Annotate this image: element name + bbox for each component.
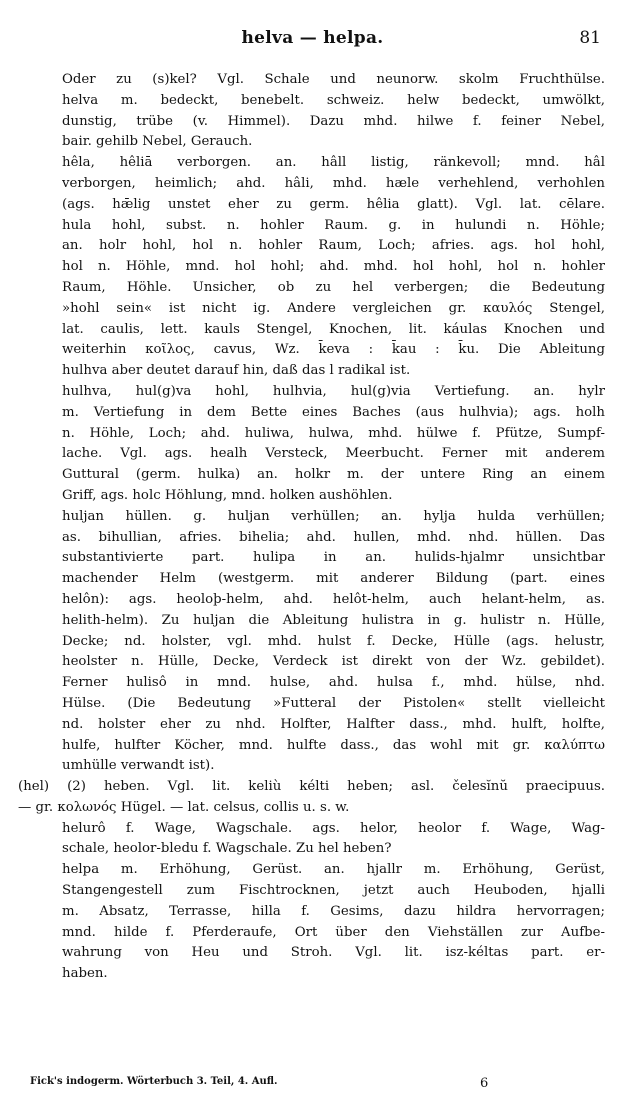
text-line: hula hohl, subst. n. hohler Raum. g. in hulundi n. Höhle; [62, 217, 605, 233]
text-line: dunstig, trübe (v. Himmel). Dazu mhd. hilwe f. feiner Nebel, [62, 113, 605, 129]
text-line: Oder zu (s)kel? Vgl. Schale und neunorw. skolm Fruchthülse. [62, 72, 605, 87]
text-line: huljan hüllen. g. huljan verhüllen; an. hylja hulda verhüllen; [62, 508, 605, 524]
text-line: lache. Vgl. ags. healh Versteck, Meerbucht. Ferner mit anderem [62, 446, 605, 462]
text-line: n. Höhle, Loch; ahd. huliwa, hulwa, mhd. hülwe f. Pfütze, Sumpf- [62, 425, 605, 441]
text-line: umhülle verwandt ist). [62, 758, 215, 774]
page-number: 81 [579, 28, 601, 48]
page-footer [30, 1076, 590, 1092]
text-line: mnd. hilde f. Pferderaufe, Ort über den Viehställen zur Aufbe- [62, 924, 605, 940]
text-line: helôn): ags. heoloþ-helm, ahd. helôt-helm, auch helant-helm, as. [62, 591, 605, 607]
text-line: heolster n. Hülle, Decke, Verdeck ist direkt von der Wz. gebildet). [62, 654, 605, 670]
text-line: helpa m. Erhöhung, Gerüst. an. hjallr m. Erhöhung, Gerüst, [62, 862, 605, 878]
text-line: Hülse. (Die Bedeutung »Futteral der Pistolen« stellt vielleicht [62, 695, 605, 711]
text-line: hulhva, hul(g)va hohl, hulhvia, hul(g)via Vertiefung. an. hylr [62, 383, 605, 399]
text-line: verborgen, heimlich; ahd. hâli, mhd. hæle verhehlend, verhohlen [62, 175, 605, 191]
text-line: (ags. hǣlig unstet eher zu germ. hêlia glatt). Vgl. lat. cēlare. [62, 196, 605, 212]
text-line: schale, heolor-bledu f. Wagschale. Zu hel heben? [62, 841, 392, 857]
text-line: wahrung von Heu und Stroh. Vgl. lit. isz-kéltas part. er- [62, 945, 605, 961]
text-line: weiterhin κοῖλος, cavus, Wz. k̄eva : k̄au : k̄u. Die Ableitung [62, 342, 605, 358]
text-line: haben. [62, 966, 108, 982]
text-line: helva m. bedeckt, benebelt. schweiz. helw bedeckt, umwölkt, [62, 92, 605, 108]
text-line: m. Vertiefung in dem Bette eines Baches (aus hulhvia); ags. holh [62, 404, 605, 420]
text-line: substantivierte part. hulipa in an. hulids-hjalmr unsichtbar [62, 550, 605, 566]
text-line: hulhva aber deutet darauf hin, daß das l radikal ist. [62, 363, 411, 379]
text-line: an. holr hohl, hol n. hohler Raum, Loch; afries. ags. hol hohl, [62, 238, 605, 254]
signature-mark: 6 [480, 1076, 489, 1091]
text-line: Griff, ags. holc Höhlung, mnd. holken aushöhlen. [62, 487, 393, 503]
footer-source: Fick's indogerm. Wörterbuch 3. Teil, 4. Aufl. [30, 1076, 278, 1087]
text-line: m. Absatz, Terrasse, hilla f. Gesims, dazu hildra hervorragen; [62, 903, 605, 919]
text-line: — gr. κολωνός Hügel. — lat. celsus, collis u. s. w. [18, 799, 350, 815]
text-line: helith-helm). Zu huljan die Ableitung hulistra in g. hulistr n. Hülle, [62, 612, 605, 628]
text-line: hol n. Höhle, mnd. hol hohl; ahd. mhd. hol hohl, hol n. hohler [62, 259, 605, 275]
running-title: helva — helpa. [241, 28, 384, 48]
text-line: (hel) (2) heben. Vgl. lit. keliù kélti heben; asl. čelesĭnŭ praecipuus. [18, 779, 605, 795]
text-line: Raum, Höhle. Unsicher, ob zu hel verbergen; die Bedeutung [62, 279, 605, 295]
text-line: machender Helm (westgerm. mit anderer Bildung (part. eines [62, 571, 605, 587]
text-line: Decke; nd. holster, vgl. mhd. hulst f. Decke, Hülle (ags. helustr, [62, 633, 605, 649]
text-line: »hohl sein« ist nicht ig. Andere vergleichen gr. καυλός Stengel, [62, 300, 605, 316]
text-line: Ferner hulisô in mnd. hulse, ahd. hulsa f., mhd. hülse, nhd. [62, 675, 605, 691]
text-line: Stangengestell zum Fischtrocknen, jetzt auch Heuboden, hjalli [62, 883, 605, 899]
text-line: hulfe, hulfter Köcher, mnd. hulfte dass., das wohl mit gr. καλύπτω [62, 737, 605, 753]
entry-text [18, 70, 605, 985]
page-header [0, 28, 625, 52]
text-line: as. bihullian, afries. bihelia; ahd. hullen, mhd. nhd. hüllen. Das [62, 529, 605, 545]
text-line: bair. gehilb Nebel, Gerauch. [62, 134, 253, 150]
text-line: nd. holster eher zu nhd. Holfter, Halfter dass., mhd. hulft, holfte, [62, 716, 605, 732]
text-line: Guttural (germ. hulka) an. holkr m. der untere Ring an einem [62, 467, 605, 483]
text-line: lat. caulis, lett. kauls Stengel, Knochen, lit. káulas Knochen und [62, 321, 605, 337]
text-line: hêla, hêliā verborgen. an. hâll listig, ränkevoll; mnd. hâl [62, 155, 605, 171]
text-line: helurô f. Wage, Wagschale. ags. helor, heolor f. Wage, Wag- [62, 820, 605, 836]
